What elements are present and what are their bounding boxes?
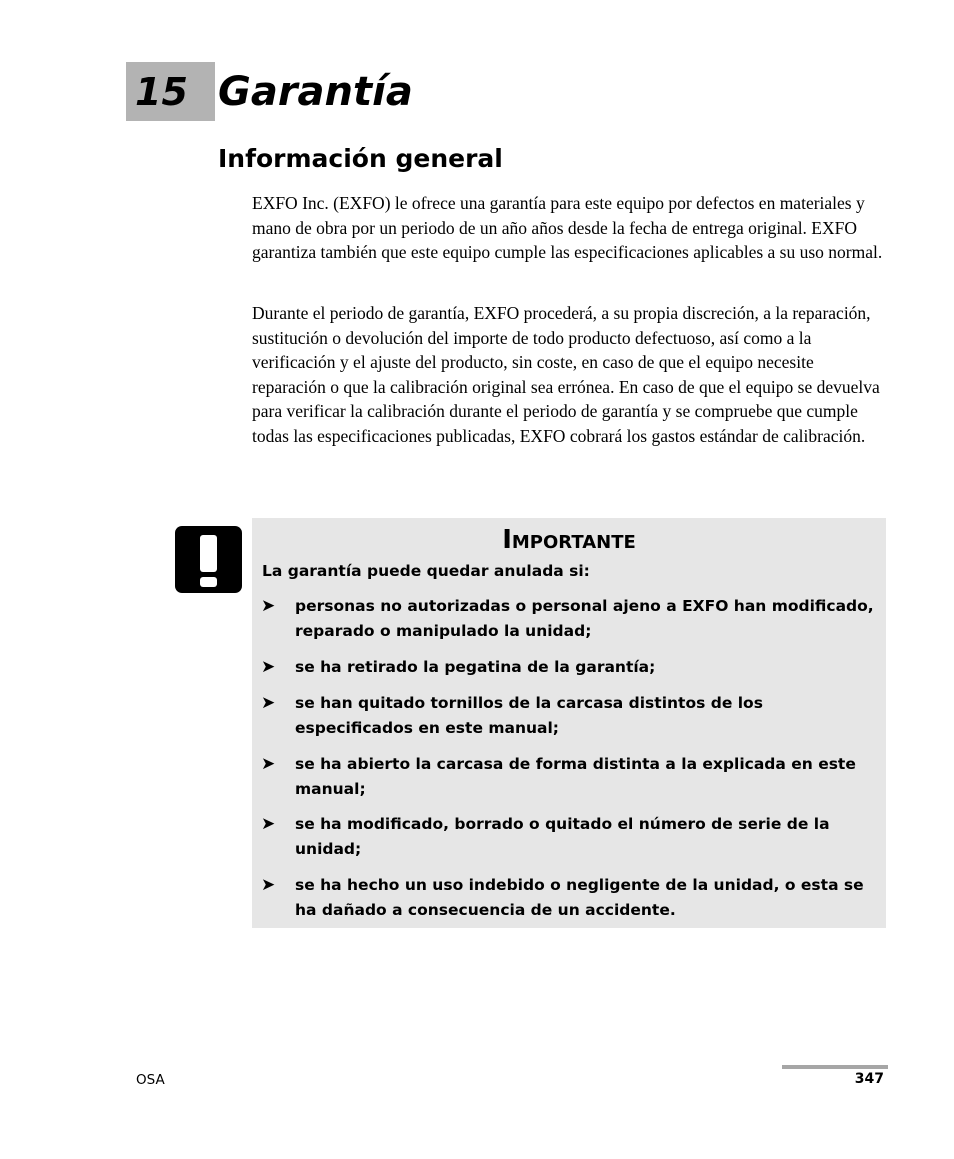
list-item-text: se han quitado tornillos de la carcasa distintos de los especificados en este manual; xyxy=(295,694,763,737)
paragraph-warranty-period: Durante el periodo de garantía, EXFO procederá, a su propia discreción, a la reparación, sustitución o devolución del importe de todo producto defectuoso, así como a la verificación y el ajuste del producto, sin coste, en caso de que el equipo necesite reparación o que la calibración original sea errónea. En caso de que el equipo se devuelva para verificar la calibración durante el periodo de garantía y se compruebe que cumple todas las especificaciones publicadas, EXFO cobrará los gastos estándar de calibración. xyxy=(252,303,880,446)
arrow-bullet-icon: ➤ xyxy=(261,814,276,834)
list-item-text: se ha abierto la carcasa de forma distinta a la explicada en este manual; xyxy=(295,755,856,798)
list-item-text: personas no autorizadas o personal ajeno a EXFO han modificado, reparado o manipulado la unidad; xyxy=(295,597,874,640)
footer-product-name: OSA xyxy=(136,1072,165,1088)
chapter-title: Garantía xyxy=(218,69,413,115)
arrow-bullet-icon: ➤ xyxy=(261,754,276,774)
page-number: 347 xyxy=(854,1071,884,1087)
important-lead: La garantía puede quedar anulada si: xyxy=(262,562,590,580)
paragraph-warranty-intro: EXFO Inc. (EXFO) le ofrece una garantía para este equipo por defectos en materiales y mano de obra por un periodo de un año años desde la fecha de entrega original. EXFO garantiza también que este equipo cumple las especificaciones aplicables a su uso normal. xyxy=(252,193,883,262)
list-item-text: se ha modificado, borrado o quitado el número de serie de la unidad; xyxy=(295,815,830,858)
list-item-text: se ha retirado la pegatina de la garantía; xyxy=(295,658,656,676)
important-notice xyxy=(252,518,886,928)
footer-rule xyxy=(782,1065,888,1069)
arrow-bullet-icon: ➤ xyxy=(261,596,276,616)
arrow-bullet-icon: ➤ xyxy=(261,693,276,713)
chapter-number: 15 xyxy=(135,70,188,114)
exclamation-icon xyxy=(175,526,242,593)
important-title: Importante xyxy=(502,525,636,555)
arrow-bullet-icon: ➤ xyxy=(261,875,276,895)
arrow-bullet-icon: ➤ xyxy=(261,657,276,677)
list-item-text: se ha hecho un uso indebido o negligente de la unidad, o esta se ha dañado a consecuencia de un accidente. xyxy=(295,876,864,919)
section-title: Información general xyxy=(218,144,503,173)
